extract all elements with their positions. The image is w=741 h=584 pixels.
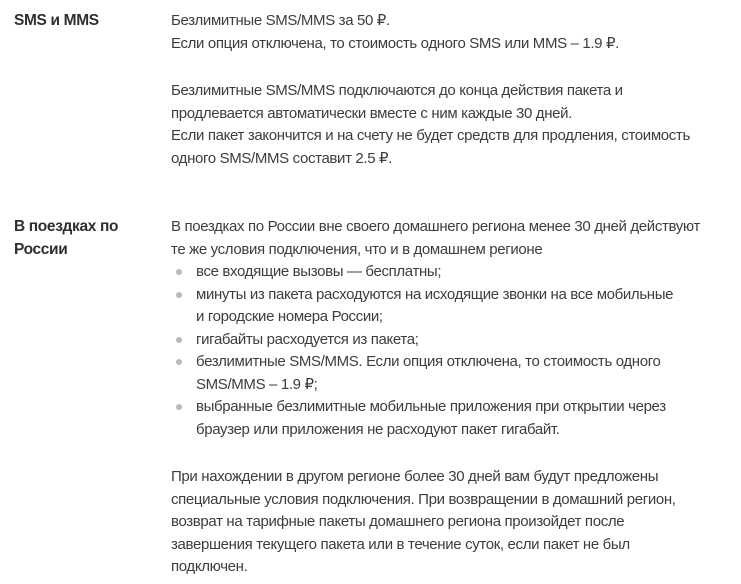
bullet-item-line: браузер или приложения не расходуют пакет гигабайт. (196, 420, 560, 438)
paragraph-line: подключен. (171, 558, 248, 575)
section-row (0, 216, 741, 579)
bullet-item-line: минуты из пакета расходуются на исходящие звонки на все мобильные (196, 285, 674, 303)
bullet-item (171, 329, 727, 352)
paragraph-line: продлевается автоматически вместе с ним каждые 30 дней. (171, 104, 572, 122)
bullet-item-line: и городские номера России; (196, 308, 383, 325)
paragraph-line: одного SMS/MMS составит 2.5 ₽. (171, 149, 393, 167)
bullet-item-line: гигабайты расходуется из пакета; (196, 330, 419, 348)
bullet-dot-icon (176, 269, 182, 275)
section-content (171, 216, 727, 579)
section-label: В поездках по России (14, 218, 119, 258)
paragraph-line: те же условия подключения, что и в домашнем регионе (171, 240, 543, 258)
section-row (0, 10, 741, 170)
section-content (171, 10, 727, 170)
bullet-dot-icon (176, 292, 182, 298)
bullet-item-text (196, 351, 661, 396)
bullet-dot-icon (176, 404, 182, 410)
paragraph-line: возврат на тарифные пакеты домашнего региона произойдет после (171, 513, 625, 530)
paragraph-line: завершения текущего пакета или в течение суток, если пакет не был (171, 535, 630, 553)
paragraph (171, 216, 727, 261)
paragraph (171, 80, 727, 170)
bullet-item-line: все входящие вызовы — бесплатны; (196, 263, 442, 280)
bullet-item-line: безлимитные SMS/MMS. Если опция отключена, то стоимость одного (196, 353, 661, 370)
paragraph-line: Безлимитные SMS/MMS за 50 ₽. (171, 12, 390, 29)
bullet-item-text (196, 261, 441, 284)
bullet-item-line: SMS/MMS – 1.9 ₽; (196, 375, 318, 393)
paragraph-line: Если опция отключена, то стоимость одного SMS или MMS – 1.9 ₽. (171, 34, 620, 52)
bullet-item (171, 396, 727, 441)
bullet-dot-icon (176, 359, 182, 365)
section-label: SMS и MMS (14, 12, 99, 29)
paragraph-line: Если пакет закончится и на счету не будет средств для продления, стоимость (171, 127, 690, 144)
bullet-item (171, 261, 727, 284)
bullet-item-text (196, 329, 419, 352)
paragraph (171, 10, 727, 55)
bullet-list (171, 261, 727, 441)
paragraph-line: При нахождении в другом регионе более 30 дней вам будут предложены (171, 468, 659, 485)
paragraph-line: В поездках по России вне своего домашнего региона менее 30 дней действуют (171, 218, 701, 235)
bullet-item (171, 284, 727, 329)
paragraph-line: специальные условия подключения. При возвращении в домашний регион, (171, 490, 676, 508)
paragraph (171, 466, 727, 579)
bullet-dot-icon (176, 337, 182, 343)
bullet-item-text (196, 396, 666, 441)
bullet-item-text (196, 284, 673, 329)
bullet-item-line: выбранные безлимитные мобильные приложения при открытии через (196, 398, 666, 415)
bullet-item (171, 351, 727, 396)
paragraph-line: Безлимитные SMS/MMS подключаются до конца действия пакета и (171, 82, 623, 99)
